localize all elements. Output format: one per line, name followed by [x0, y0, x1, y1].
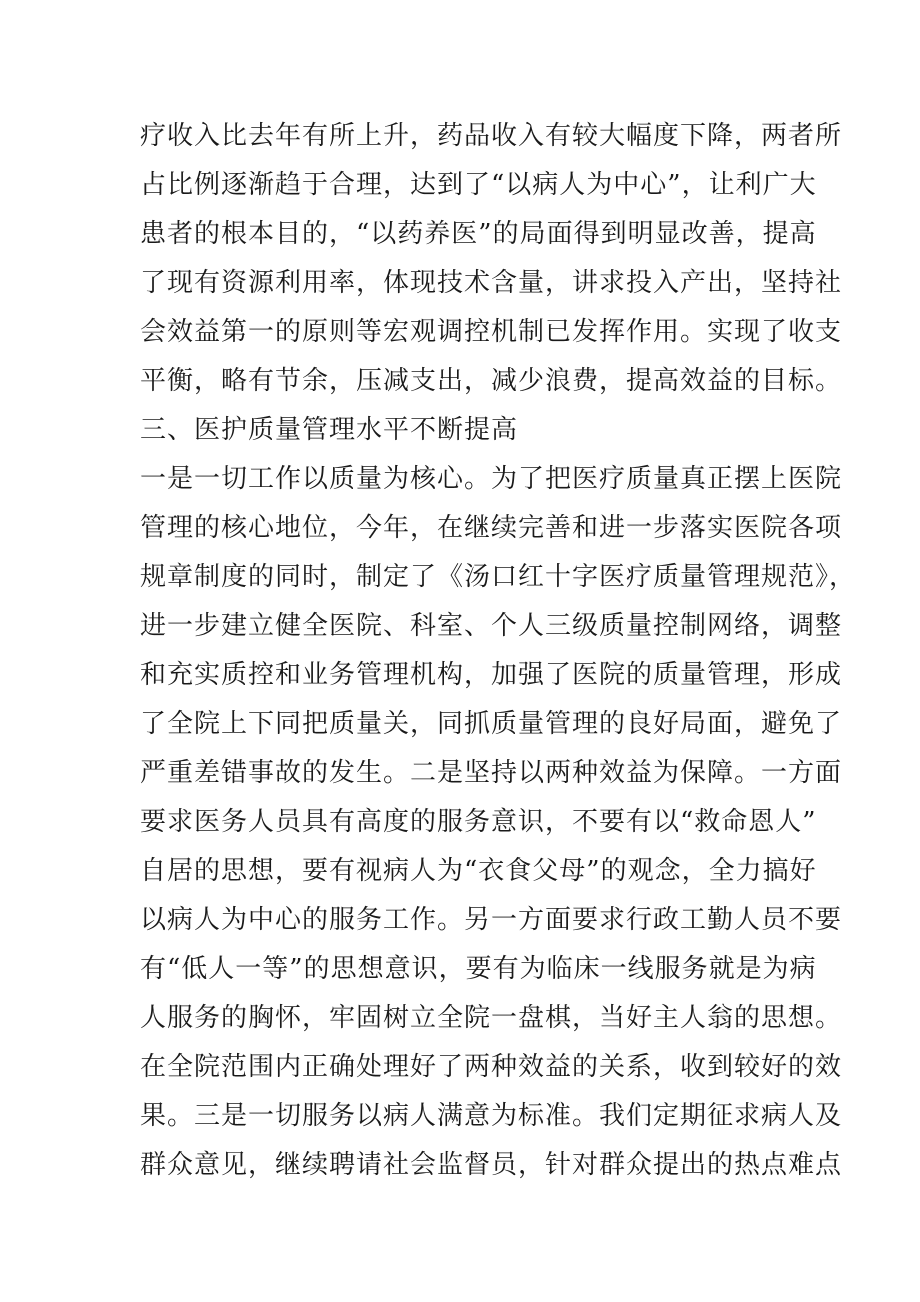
- body-text-line: 和充实质控和业务管理机构，加强了医院的质量管理，形成: [140, 660, 843, 690]
- body-text-line: 有“低人一等”的思想意识，要有为临床一线服务就是为病: [140, 954, 817, 984]
- body-text-line: 了现有资源利用率，体现技术含量，讲求投入产出，坚持社: [140, 268, 843, 298]
- body-text-line: 果。三是一切服务以病人满意为标准。我们定期征求病人及: [140, 1101, 843, 1131]
- body-text-line: 管理的核心地位，今年，在继续完善和进一步落实医院各项: [140, 513, 843, 543]
- section-heading: 三、医护质量管理水平不断提高: [140, 415, 519, 445]
- body-text-line: 平衡，略有节余，压减支出，减少浪费，提高效益的目标。: [140, 366, 843, 396]
- body-text-line: 了全院上下同把质量关，同抓质量管理的良好局面，避免了: [140, 709, 843, 739]
- body-text-line: 进一步建立健全医院、科室、个人三级质量控制网络，调整: [140, 611, 843, 641]
- body-text-line: 规章制度的同时，制定了《汤口红十字医疗质量管理规范》，: [140, 562, 857, 592]
- body-text-line: 自居的思想，要有视病人为“衣食父母”的观念，全力搞好: [140, 856, 817, 886]
- body-text-line: 人服务的胸怀，牢固树立全院一盘棋，当好主人翁的思想。: [140, 1003, 843, 1033]
- body-text-line: 疗收入比去年有所上升，药品收入有较大幅度下降，两者所: [140, 121, 843, 151]
- body-text-line: 患者的根本目的，“以药养医”的局面得到明显改善，提高: [140, 219, 817, 249]
- body-text-line: 要求医务人员具有高度的服务意识，不要有以“救命恩人”: [140, 807, 817, 837]
- body-text-line: 在全院范围内正确处理好了两种效益的关系，收到较好的效: [140, 1052, 843, 1082]
- body-text-line: 占比例逐渐趋于合理，达到了“以病人为中心”，让利广大: [140, 170, 817, 200]
- body-text-line: 会效益第一的原则等宏观调控机制已发挥作用。实现了收支: [140, 317, 843, 347]
- body-text-line: 以病人为中心的服务工作。另一方面要求行政工勤人员不要: [140, 905, 843, 935]
- body-text-line: 一是一切工作以质量为核心。为了把医疗质量真正摆上医院: [140, 464, 843, 494]
- body-text-line: 严重差错事故的发生。二是坚持以两种效益为保障。一方面: [140, 758, 843, 788]
- body-text-line: 群众意见，继续聘请社会监督员，针对群众提出的热点难点: [140, 1150, 843, 1180]
